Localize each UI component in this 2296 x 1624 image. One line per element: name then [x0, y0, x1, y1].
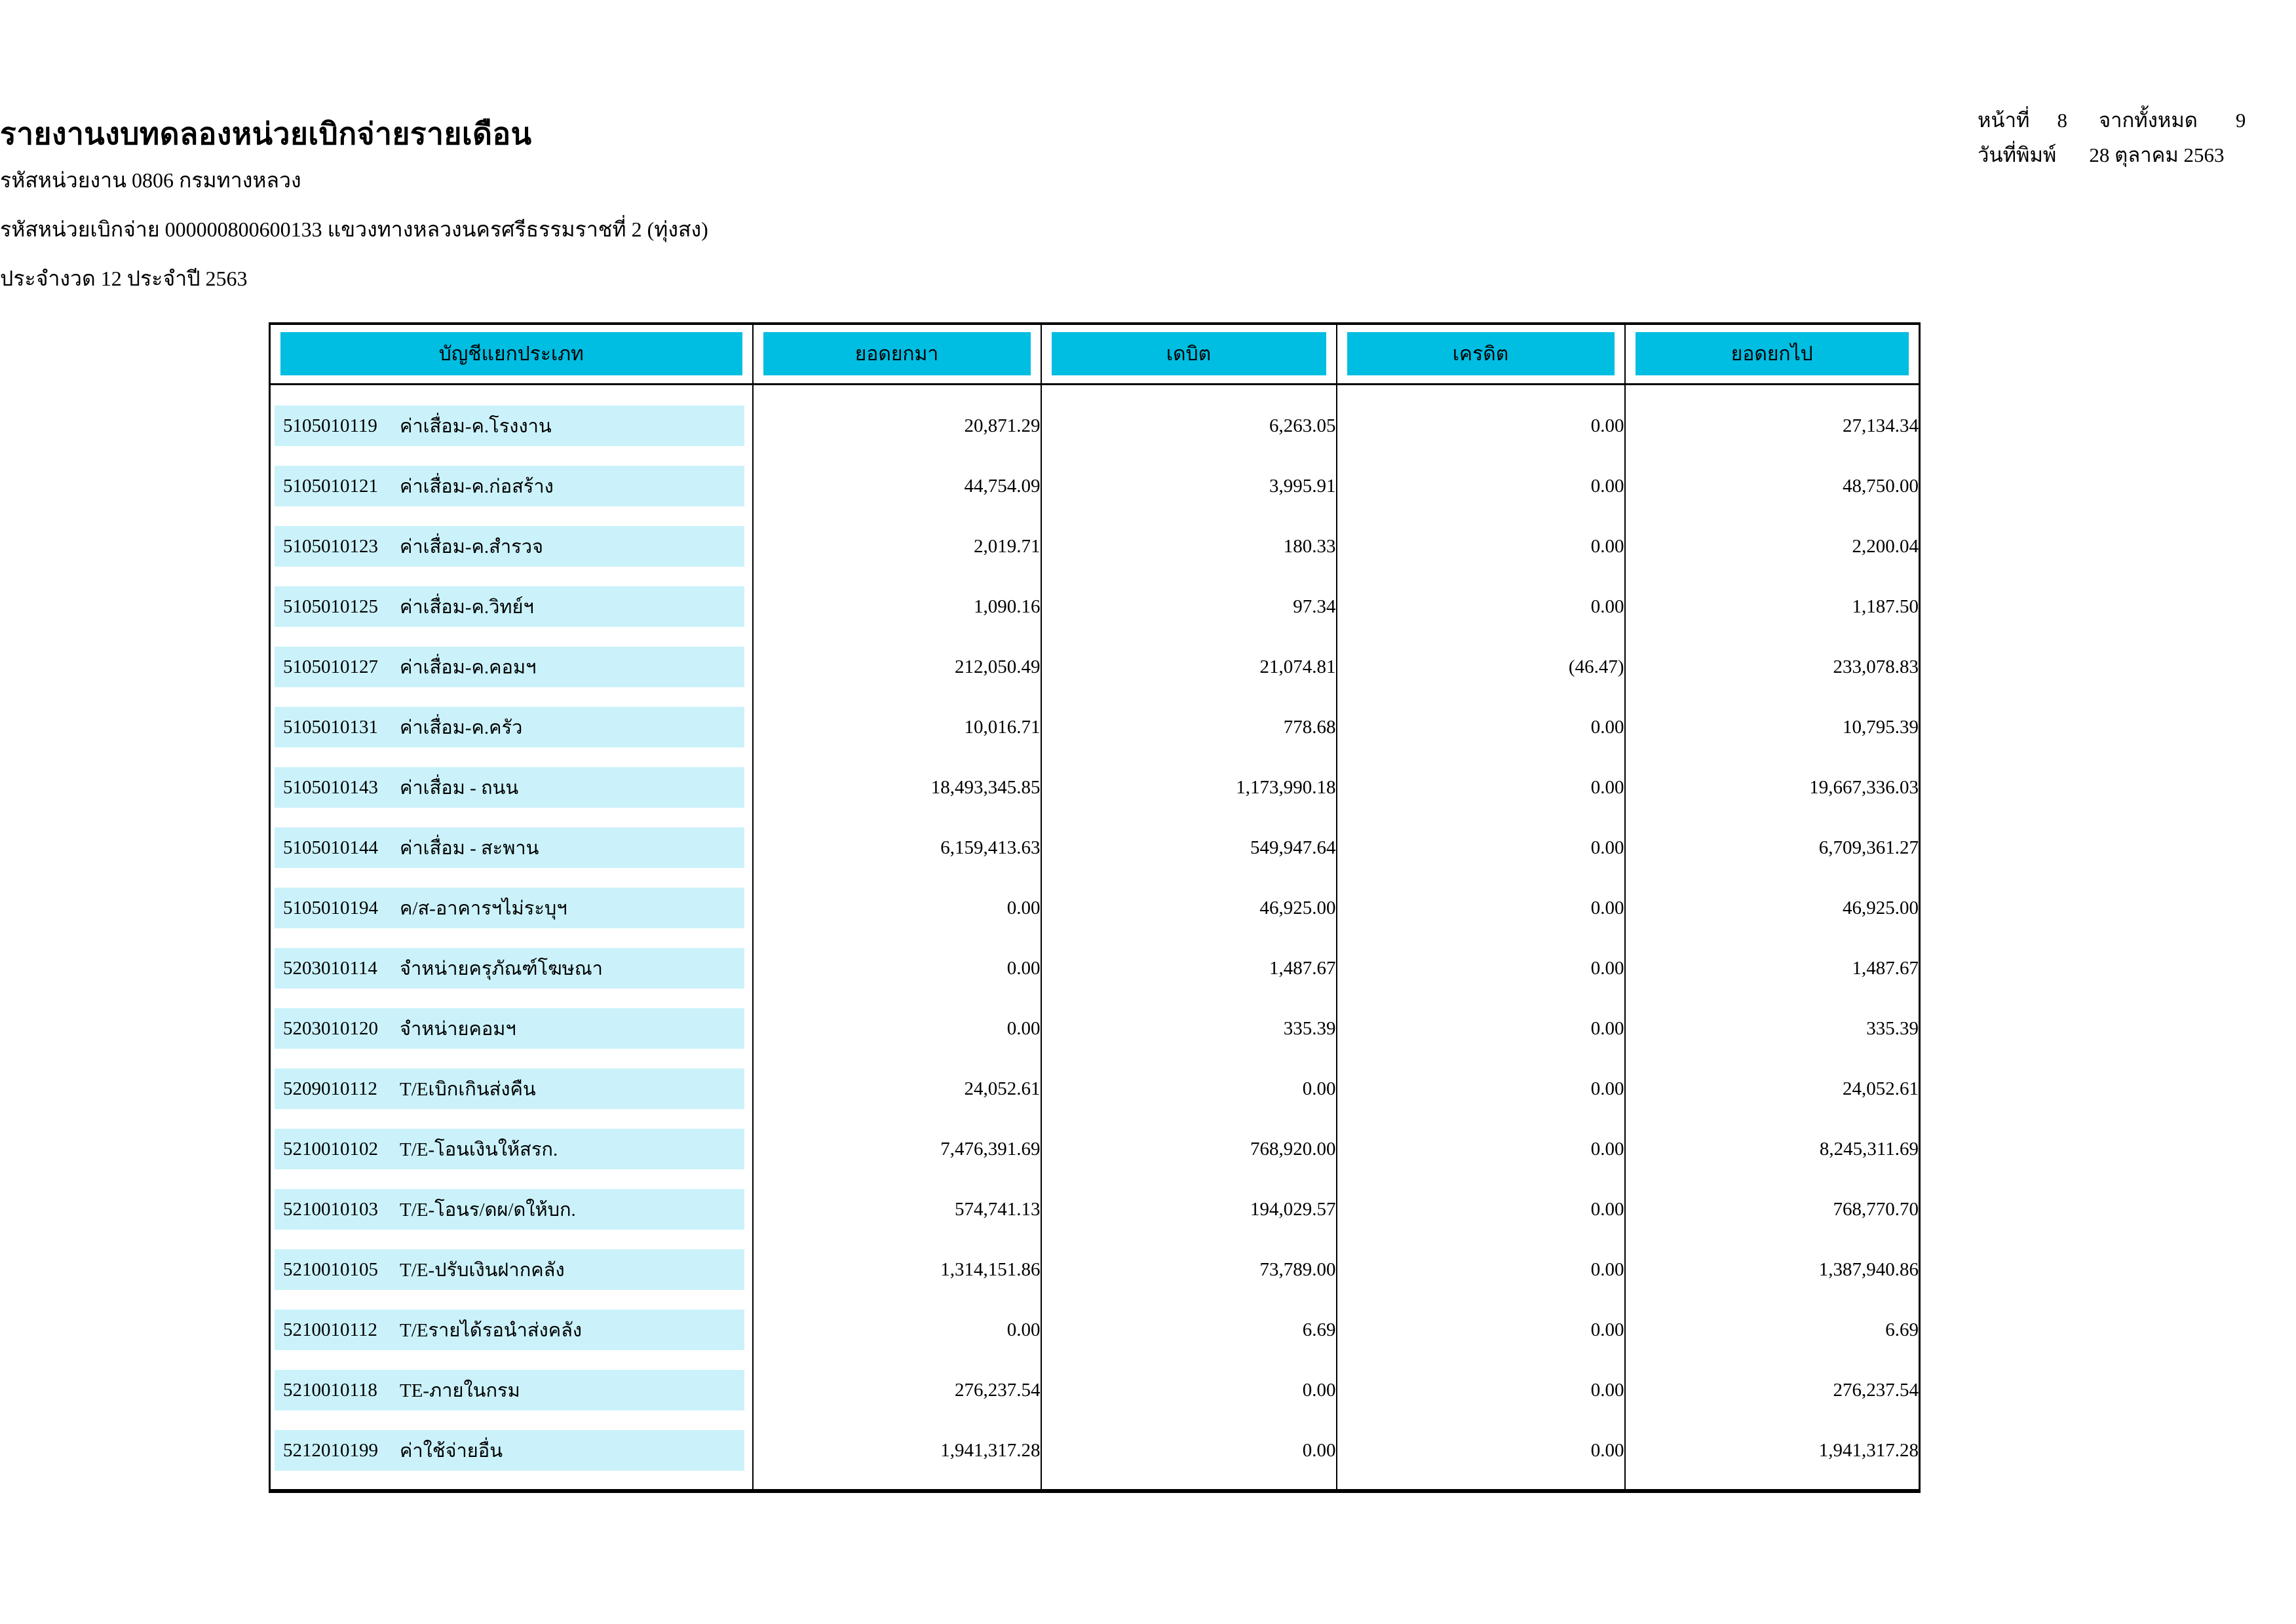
debit-cell: 194,029.57 [1041, 1179, 1337, 1239]
carry-forward-cell: 0.00 [753, 998, 1041, 1059]
trial-balance-table-wrap [269, 322, 1921, 1493]
table-row [270, 818, 1920, 878]
account-highlight [275, 1068, 744, 1109]
table-row [270, 1239, 1920, 1300]
table-row [270, 938, 1920, 998]
account-name: ค่าใช้จ่ายอื่น [400, 1441, 503, 1462]
table-row [270, 1179, 1920, 1239]
credit-cell: 0.00 [1337, 456, 1625, 516]
carry-over-cell: 46,925.00 [1625, 878, 1920, 938]
account-highlight [275, 1189, 744, 1230]
account-code: 5105010123 [283, 535, 378, 557]
carry-over-cell: 10,795.39 [1625, 697, 1920, 757]
account-highlight [275, 1310, 744, 1350]
account-cell [270, 1119, 753, 1179]
account-name: T/Eเบิกเกินส่งคืน [400, 1079, 536, 1100]
carry-forward-cell: 0.00 [753, 938, 1041, 998]
credit-cell: 0.00 [1337, 576, 1625, 637]
table-row [270, 998, 1920, 1059]
total-pages-label: จากทั้งหมด [2098, 109, 2198, 132]
account-highlight [275, 767, 744, 808]
account-cell [270, 818, 753, 878]
table-row [270, 1360, 1920, 1420]
total-pages: 9 [2235, 109, 2246, 132]
debit-cell: 6.69 [1041, 1300, 1337, 1360]
carry-forward-cell: 1,090.16 [753, 576, 1041, 637]
account-name: ค่าเสื่อม-ค.คอมฯ [400, 657, 537, 678]
carry-over-cell: 768,770.70 [1625, 1179, 1920, 1239]
account-cell [270, 637, 753, 697]
table-header-row [270, 324, 1920, 384]
carry-forward-cell: 6,159,413.63 [753, 818, 1041, 878]
account-code: 5105010194 [283, 897, 378, 918]
table-row [270, 1059, 1920, 1119]
credit-cell: 0.00 [1337, 1360, 1625, 1420]
account-code: 5212010199 [283, 1439, 378, 1461]
account-name: ค่าเสื่อม-ค.สำรวจ [400, 537, 543, 557]
page-number-row [1978, 110, 2286, 130]
account-code: 5203010120 [283, 1017, 378, 1039]
account-name: จำหน่ายคอมฯ [400, 1019, 516, 1040]
column-header-debit-chip: เดบิต [1052, 332, 1326, 375]
debit-cell: 0.00 [1041, 1360, 1337, 1420]
table-body [270, 384, 1920, 1491]
table-row [270, 396, 1920, 456]
table-row [270, 576, 1920, 637]
credit-cell: 0.00 [1337, 697, 1625, 757]
table-header [270, 324, 1920, 384]
disbursement-unit-line: รหัสหน่วยเบิกจ่าย 000000800600133 แขวงทางหลวงนครศรีธรรมราชที่ 2 (ทุ่งสง) [0, 217, 708, 241]
account-name: ค่าเสื่อม-ค.โรงงาน [400, 416, 552, 437]
carry-forward-cell: 0.00 [753, 1300, 1041, 1360]
carry-forward-cell: 44,754.09 [753, 456, 1041, 516]
account-name: T/E-ปรับเงินฝากคลัง [400, 1260, 565, 1281]
account-code: 5105010144 [283, 837, 378, 858]
debit-cell: 549,947.64 [1041, 818, 1337, 878]
carry-over-cell: 1,487.67 [1625, 938, 1920, 998]
account-cell [270, 757, 753, 818]
carry-over-cell: 335.39 [1625, 998, 1920, 1059]
account-highlight [275, 406, 744, 446]
credit-cell: (46.47) [1337, 637, 1625, 697]
table-row [270, 697, 1920, 757]
debit-cell: 1,487.67 [1041, 938, 1337, 998]
account-highlight [275, 466, 744, 506]
carry-forward-cell: 2,019.71 [753, 516, 1041, 576]
table-row [270, 1300, 1920, 1360]
account-cell [270, 576, 753, 637]
account-cell [270, 878, 753, 938]
column-header-account-chip: บัญชีแยกประเภท [280, 332, 742, 375]
credit-cell: 0.00 [1337, 1179, 1625, 1239]
spacer-row [270, 384, 1920, 396]
account-cell [270, 1360, 753, 1420]
carry-over-cell: 8,245,311.69 [1625, 1119, 1920, 1179]
column-header-credit-chip: เครดิต [1347, 332, 1615, 375]
account-cell [270, 516, 753, 576]
print-date: 28 ตุลาคม 2563 [2089, 143, 2225, 166]
account-name: ค่าเสื่อม-ค.ครัว [400, 717, 523, 738]
account-code: 5105010131 [283, 716, 378, 738]
column-header-credit [1337, 324, 1625, 384]
account-code: 5210010105 [283, 1258, 378, 1280]
debit-cell: 1,173,990.18 [1041, 757, 1337, 818]
account-code: 5105010125 [283, 595, 378, 617]
credit-cell: 0.00 [1337, 1059, 1625, 1119]
account-highlight [275, 586, 744, 627]
credit-cell: 0.00 [1337, 878, 1625, 938]
debit-cell: 180.33 [1041, 516, 1337, 576]
credit-cell: 0.00 [1337, 516, 1625, 576]
account-code: 5105010143 [283, 776, 378, 798]
debit-cell: 73,789.00 [1041, 1239, 1337, 1300]
carry-forward-cell: 24,052.61 [753, 1059, 1041, 1119]
debit-cell: 21,074.81 [1041, 637, 1337, 697]
account-code: 5210010118 [283, 1379, 377, 1401]
account-name: TE-ภายในกรม [400, 1380, 520, 1401]
account-code: 5210010102 [283, 1138, 378, 1160]
carry-over-cell: 24,052.61 [1625, 1059, 1920, 1119]
account-highlight [275, 948, 744, 989]
period-line: ประจำงวด 12 ประจำปี 2563 [0, 267, 248, 290]
credit-cell: 0.00 [1337, 396, 1625, 456]
column-header-carry-forward [753, 324, 1041, 384]
credit-cell: 0.00 [1337, 998, 1625, 1059]
table-row [270, 637, 1920, 697]
column-header-carry-over-chip: ยอดยกไป [1636, 332, 1909, 375]
carry-forward-cell: 18,493,345.85 [753, 757, 1041, 818]
account-name: ค/ส-อาคารฯไม่ระบุฯ [400, 898, 567, 919]
account-cell [270, 1300, 753, 1360]
carry-forward-cell: 212,050.49 [753, 637, 1041, 697]
carry-over-cell: 233,078.83 [1625, 637, 1920, 697]
account-highlight [275, 526, 744, 567]
column-header-carry-over [1625, 324, 1920, 384]
account-cell [270, 1059, 753, 1119]
account-cell [270, 697, 753, 757]
table-row [270, 757, 1920, 818]
debit-cell: 97.34 [1041, 576, 1337, 637]
column-header-debit [1041, 324, 1337, 384]
account-name: ค่าเสื่อม-ค.วิทย์ฯ [400, 597, 534, 618]
carry-over-cell: 48,750.00 [1625, 456, 1920, 516]
print-date-label: วันที่พิมพ์ [1978, 143, 2057, 166]
spacer-row [270, 1481, 1920, 1491]
debit-cell: 0.00 [1041, 1059, 1337, 1119]
account-cell [270, 456, 753, 516]
account-code: 5105010121 [283, 475, 378, 497]
account-highlight [275, 1430, 744, 1471]
account-name: ค่าเสื่อม-ค.ก่อสร้าง [400, 476, 554, 497]
account-highlight [275, 1370, 744, 1410]
account-highlight [275, 1129, 744, 1169]
trial-balance-table [269, 322, 1921, 1493]
debit-cell: 46,925.00 [1041, 878, 1337, 938]
credit-cell: 0.00 [1337, 1300, 1625, 1360]
report-title: รายงานงบทดลองหน่วยเบิกจ่ายรายเดือน [0, 117, 532, 151]
account-code: 5203010114 [283, 957, 377, 979]
carry-over-cell: 19,667,336.03 [1625, 757, 1920, 818]
account-cell [270, 1239, 753, 1300]
account-code: 5210010112 [283, 1319, 377, 1340]
page-number: 8 [2057, 109, 2067, 132]
credit-cell: 0.00 [1337, 818, 1625, 878]
account-code: 5105010119 [283, 415, 377, 436]
credit-cell: 0.00 [1337, 1239, 1625, 1300]
table-row [270, 516, 1920, 576]
account-highlight [275, 707, 744, 747]
carry-forward-cell: 20,871.29 [753, 396, 1041, 456]
account-name: T/Eรายได้รอนำส่งคลัง [400, 1320, 583, 1341]
carry-forward-cell: 574,741.13 [753, 1179, 1041, 1239]
debit-cell: 0.00 [1041, 1420, 1337, 1481]
carry-over-cell: 1,387,940.86 [1625, 1239, 1920, 1300]
table-row [270, 878, 1920, 938]
account-highlight [275, 1008, 744, 1049]
account-name: ค่าเสื่อม - สะพาน [400, 838, 539, 859]
account-code: 5105010127 [283, 656, 378, 677]
table-row [270, 1119, 1920, 1179]
account-code: 5210010103 [283, 1198, 378, 1220]
credit-cell: 0.00 [1337, 1420, 1625, 1481]
debit-cell: 768,920.00 [1041, 1119, 1337, 1179]
account-name: ค่าเสื่อม - ถนน [400, 778, 519, 799]
credit-cell: 0.00 [1337, 1119, 1625, 1179]
carry-over-cell: 276,237.54 [1625, 1360, 1920, 1420]
debit-cell: 3,995.91 [1041, 456, 1337, 516]
column-header-carry-forward-chip: ยอดยกมา [763, 332, 1031, 375]
page-info [1978, 110, 2286, 179]
debit-cell: 778.68 [1041, 697, 1337, 757]
carry-forward-cell: 7,476,391.69 [753, 1119, 1041, 1179]
page-label: หน้าที่ [1978, 109, 2030, 132]
agency-code-line: รหัสหน่วยงาน 0806 กรมทางหลวง [0, 168, 301, 192]
carry-forward-cell: 0.00 [753, 878, 1041, 938]
account-cell [270, 1420, 753, 1481]
account-cell [270, 1179, 753, 1239]
account-highlight [275, 1249, 744, 1290]
account-code: 5209010112 [283, 1078, 377, 1099]
carry-over-cell: 1,187.50 [1625, 576, 1920, 637]
carry-forward-cell: 1,314,151.86 [753, 1239, 1041, 1300]
account-highlight [275, 647, 744, 687]
credit-cell: 0.00 [1337, 938, 1625, 998]
account-name: T/E-โอนร/ดผ/ดให้บก. [400, 1199, 576, 1220]
credit-cell: 0.00 [1337, 757, 1625, 818]
print-date-row [1978, 145, 2286, 165]
account-cell [270, 998, 753, 1059]
debit-cell: 335.39 [1041, 998, 1337, 1059]
table-row [270, 1420, 1920, 1481]
carry-over-cell: 2,200.04 [1625, 516, 1920, 576]
debit-cell: 6,263.05 [1041, 396, 1337, 456]
table-row [270, 456, 1920, 516]
account-highlight [275, 888, 744, 928]
carry-forward-cell: 276,237.54 [753, 1360, 1041, 1420]
account-highlight [275, 827, 744, 868]
account-name: จำหน่ายครุภัณฑ์โฆษณา [400, 958, 603, 979]
carry-over-cell: 27,134.34 [1625, 396, 1920, 456]
carry-over-cell: 1,941,317.28 [1625, 1420, 1920, 1481]
account-name: T/E-โอนเงินให้สรก. [400, 1139, 558, 1160]
carry-forward-cell: 10,016.71 [753, 697, 1041, 757]
account-cell [270, 396, 753, 456]
account-cell [270, 938, 753, 998]
carry-over-cell: 6.69 [1625, 1300, 1920, 1360]
carry-forward-cell: 1,941,317.28 [753, 1420, 1041, 1481]
column-header-account [270, 324, 753, 384]
carry-over-cell: 6,709,361.27 [1625, 818, 1920, 878]
